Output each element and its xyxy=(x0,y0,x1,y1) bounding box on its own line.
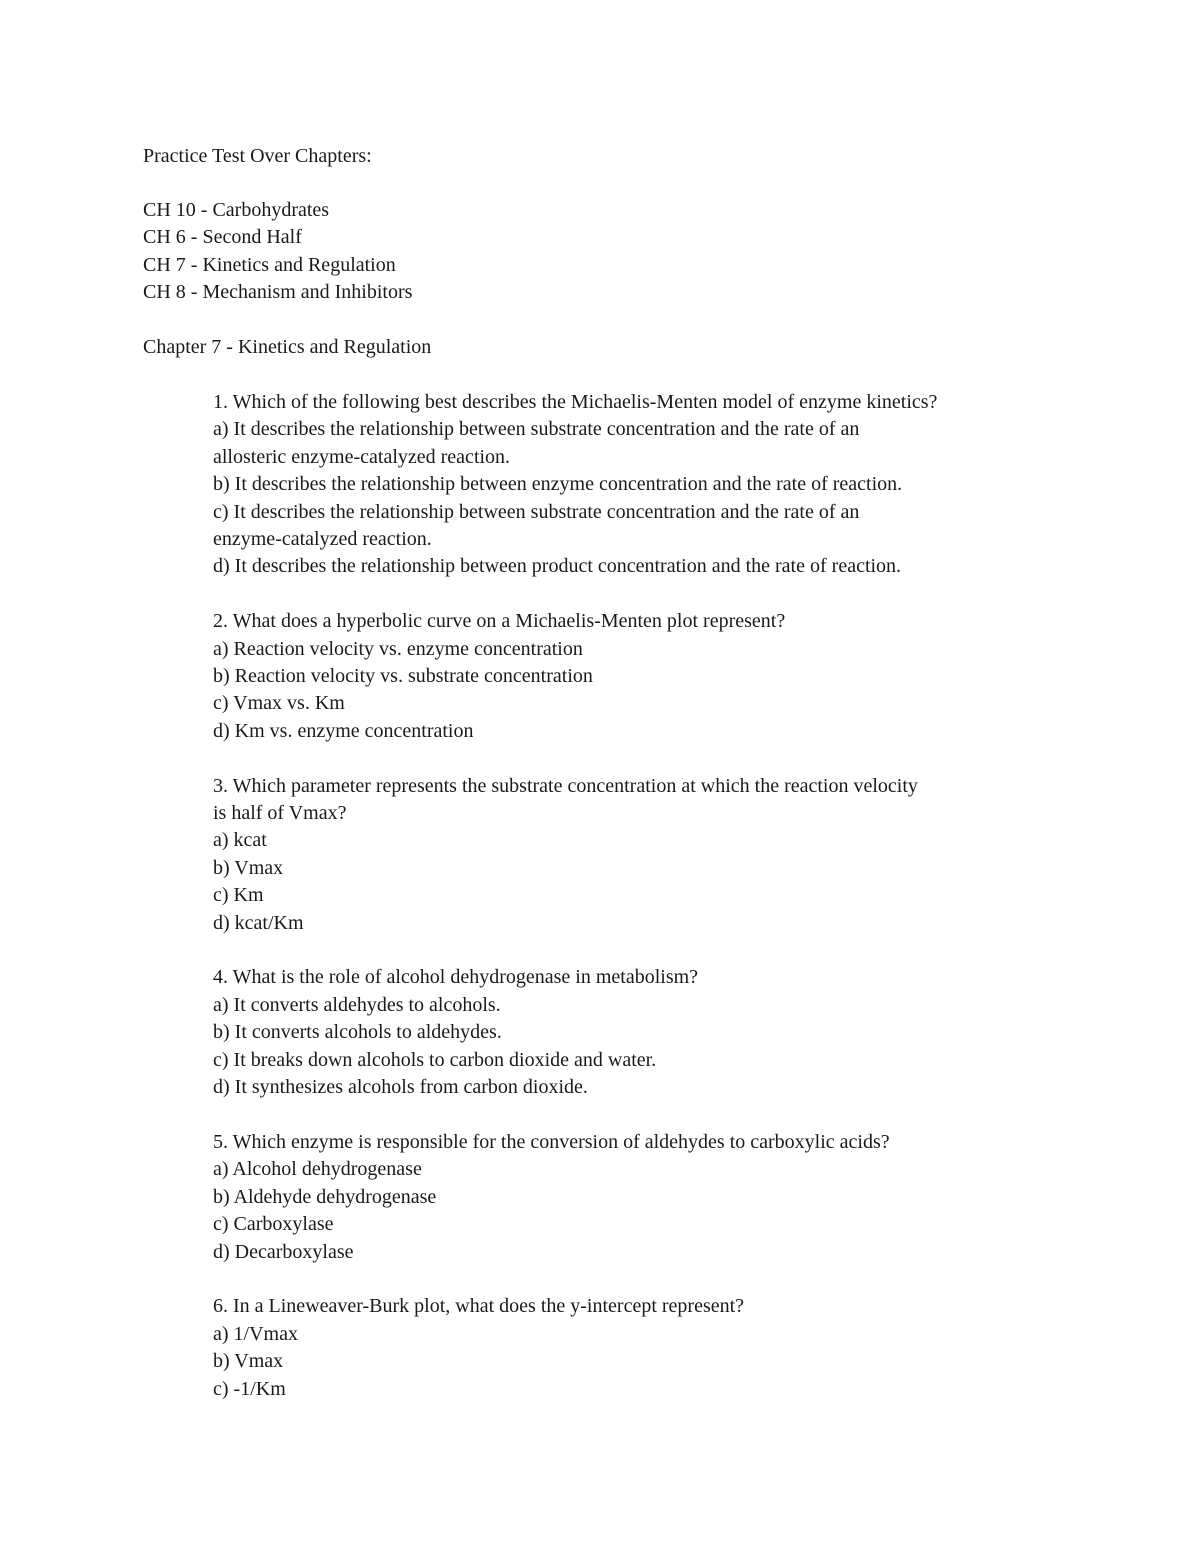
answer-option: a) It describes the relationship between substrate concentration and the rate of an xyxy=(213,418,860,441)
question-list xyxy=(213,389,937,1430)
answer-option: c) It describes the relationship between substrate concentration and the rate of an xyxy=(213,500,860,523)
chapter-item: CH 6 - Second Half xyxy=(143,226,302,249)
document-header xyxy=(143,143,372,170)
answer-option: a) Reaction velocity vs. enzyme concentration xyxy=(213,637,583,660)
question-text: 4. What is the role of alcohol dehydrogenase in metabolism? xyxy=(213,966,699,989)
answer-option: c) Carboxylase xyxy=(213,1213,334,1236)
answer-option: d) It describes the relationship between product concentration and the rate of reaction. xyxy=(213,555,902,578)
chapter-item: CH 10 - Carbohydrates xyxy=(143,199,330,221)
answer-option: b) Reaction velocity vs. substrate concentration xyxy=(213,665,593,688)
question-text: 5. Which enzyme is responsible for the conversion of aldehydes to carboxylic acids? xyxy=(213,1130,890,1153)
answer-option: d) Km vs. enzyme concentration xyxy=(213,719,474,742)
answer-option: a) 1/Vmax xyxy=(213,1322,298,1345)
question-5 xyxy=(213,1129,937,1266)
question-text: 6. In a Lineweaver-Burk plot, what does the y-intercept represent? xyxy=(213,1295,745,1318)
answer-option: a) kcat xyxy=(213,829,267,852)
chapter-item: CH 7 - Kinetics and Regulation xyxy=(143,253,396,276)
answer-option: c) Km xyxy=(213,884,264,907)
question-2 xyxy=(213,608,937,745)
question-text: 1. Which of the following best describes the Michaelis-Menten model of enzyme kinetics? xyxy=(213,391,938,413)
answer-option: b) It converts alcohols to aldehydes. xyxy=(213,1021,502,1044)
answer-option: b) It describes the relationship between enzyme concentration and the rate of reaction. xyxy=(213,473,903,496)
answer-option: c) Vmax vs. Km xyxy=(213,692,345,715)
answer-option: c) It breaks down alcohols to carbon dioxide and water. xyxy=(213,1048,657,1071)
answer-option: d) kcat/Km xyxy=(213,911,304,934)
document-title: Practice Test Over Chapters: xyxy=(143,145,372,167)
chapter-item: CH 8 - Mechanism and Inhibitors xyxy=(143,281,413,304)
answer-option: d) It synthesizes alcohols from carbon dioxide. xyxy=(213,1076,588,1099)
question-1 xyxy=(213,389,937,581)
question-4 xyxy=(213,964,937,1101)
answer-option: d) Decarboxylase xyxy=(213,1240,354,1263)
answer-option: b) Aldehyde dehydrogenase xyxy=(213,1185,437,1208)
answer-option-continued: enzyme-catalyzed reaction. xyxy=(213,528,432,551)
question-6 xyxy=(213,1293,937,1403)
answer-option: a) It converts aldehydes to alcohols. xyxy=(213,993,501,1016)
answer-option: c) -1/Km xyxy=(213,1377,286,1400)
answer-option: a) Alcohol dehydrogenase xyxy=(213,1158,422,1181)
answer-option: b) Vmax xyxy=(213,856,284,879)
question-text-continued: is half of Vmax? xyxy=(213,802,347,825)
question-3 xyxy=(213,773,937,937)
answer-option-continued: allosteric enzyme-catalyzed reaction. xyxy=(213,445,511,468)
chapter-list xyxy=(143,197,412,307)
section-title: Chapter 7 - Kinetics and Regulation xyxy=(143,336,432,358)
question-text: 2. What does a hyperbolic curve on a Michaelis-Menten plot represent? xyxy=(213,610,786,633)
answer-option: b) Vmax xyxy=(213,1350,284,1373)
question-text: 3. Which parameter represents the substrate concentration at which the reaction velocity xyxy=(213,774,918,797)
